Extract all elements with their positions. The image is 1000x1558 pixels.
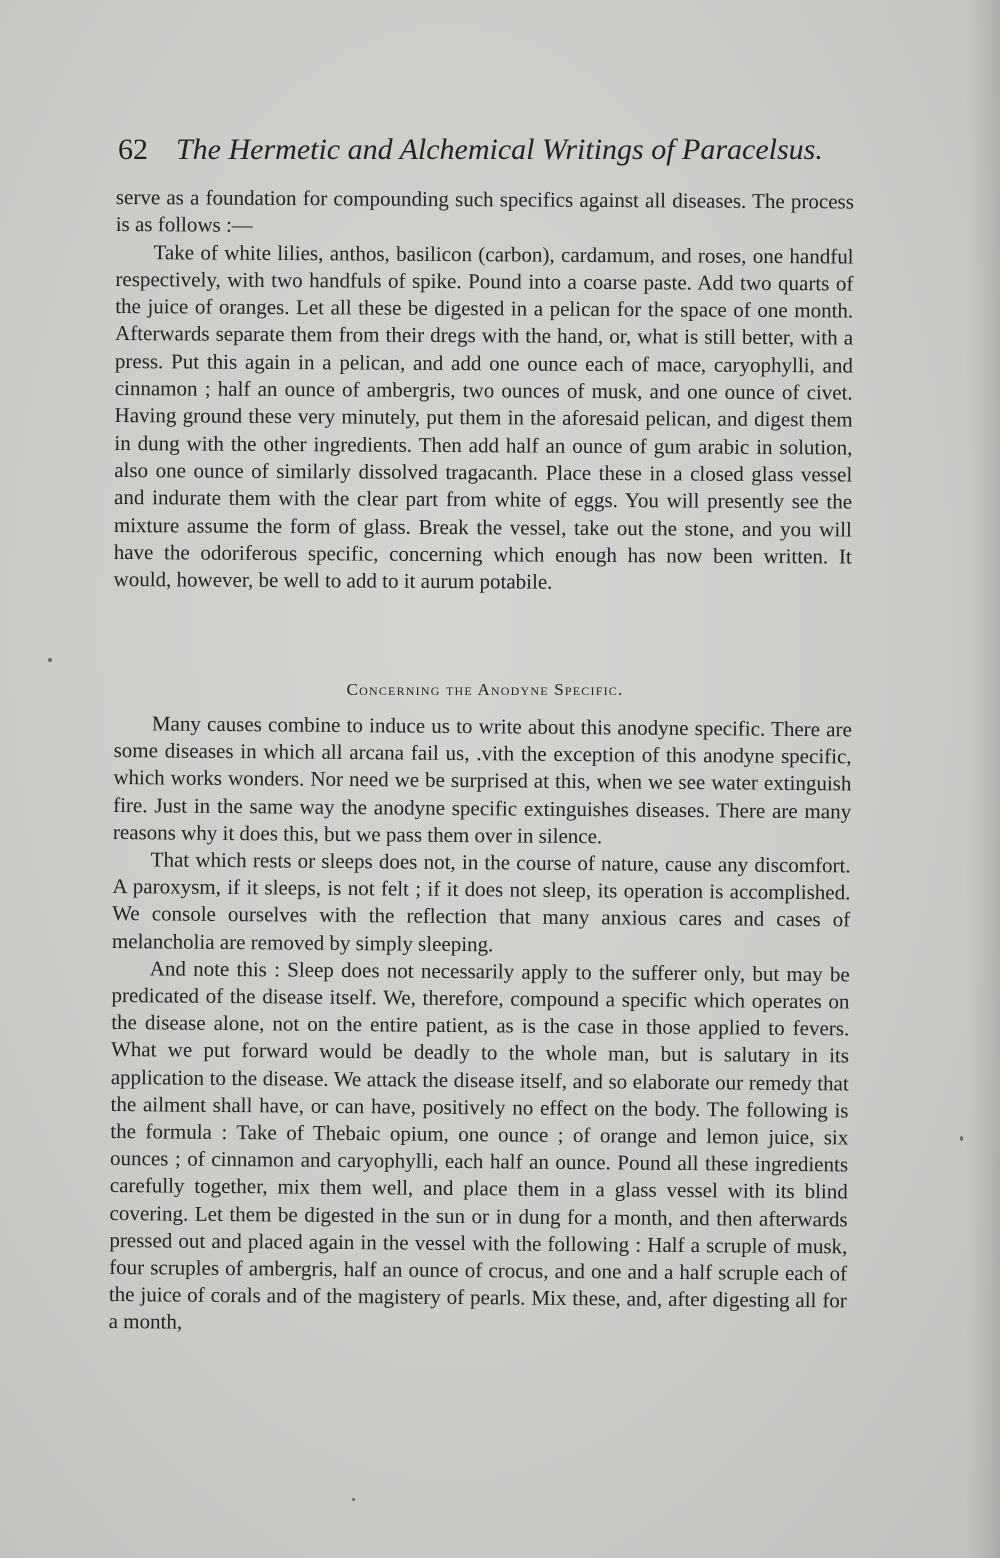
paper-speck [960,1136,963,1141]
page-header [118,128,823,172]
section-heading: Concerning the Anodyne Specific. [346,680,624,699]
running-title: The Hermetic and Alchemical Writings of Paracelsus. [176,133,823,166]
spine-shadow [966,0,1000,1558]
body-text-section [109,710,852,1342]
paper-speck [48,658,52,662]
paper-speck [352,1498,355,1501]
body-text-top [113,184,853,598]
paragraph-formula: And note this : Sleep does not necessarily apply to the sufferer only, but may be predicated of the disease itself. We, therefore, compound a specific which operates on the disease alone, not on the entire patient, as is the case in those applied to fevers. What we put forward would be deadly to the whole man, but is salutary in its application to the disease. We attack the disease itself, and so elaborate our remedy that the ailment shall have, or can have, positively no effect on the body. The following is the formula : Take of Thebaic opium, one ounce ; of orange and lemon juice, six ounces ; of cinnamon and caryophylli, each half an ounce. Pound all these ingredients carefully together, mix them well, and place them in a glass vessel with its blind covering. Let them be digested in the sun or in dung for a month, and then afterwards pressed out and placed again in the vessel with the following : Half a scruple of musk, four scruples of ambergris, half an ounce of crocus, and one and a half scruple each of the juice of corals and of the magistery of pearls. Mix these, and, after digesting all for a month, [108,956,850,1335]
page-number: 62 [118,133,148,166]
paragraph-causes: Many causes combine to induce us to write about this anodyne specific. There are some diseases in which all arcana fail us, .vith the exception of this anodyne specific, which works wonders. Nor need we be surprised at this, when we see water extinguish fire. Just in the same way the anodyne specific extinguishes diseases. There are many reasons why it does this, but we pass them over in silence. [112,711,852,849]
paragraph-recipe: Take of white lilies, anthos, basilicon (carbon), cardamum, and roses, one handful respectively, with two handfuls of spike. Pound into a coarse paste. Add two quarts of the juice of oranges. Let all these be digested in a pelican for the space of one month. Afterwards separate them from their dregs with the hand, or, what is still better, with a press. Put this again in a pelican, and add one ounce each of mace, caryophylli, and cinnamon ; half an ounce of ambergris, two ounces of musk, and one ounce of civet. Having ground these very minutely, put them in the aforesaid pelican, and digest them in dung with the other ingredients. Then add half an ounce of gum arabic in solution, also one ounce of similarly dissolved tragacanth. Place these in a closed glass vessel and indurate them with the clear part from white of eggs. You will presently see the mixture assume the form of glass. Break the vessel, take out the stone, and you will have the odoriferous specific, concerning which enough has now been written. It would, however, be well to add to it aurum potabile. [113,239,854,594]
paragraph-sleep: That which rests or sleeps does not, in the course of nature, cause any discomfort. A paroxysm, if it sleeps, is not felt ; if it does not sleep, its operation is accomplished. We console ourselves with the reflection that many anxious cares and cases of melancholia are removed by simply sleeping. [111,847,851,956]
paragraph-continuation: serve as a foundation for compounding such specifics against all diseases. The process is as follows :— [115,184,854,238]
